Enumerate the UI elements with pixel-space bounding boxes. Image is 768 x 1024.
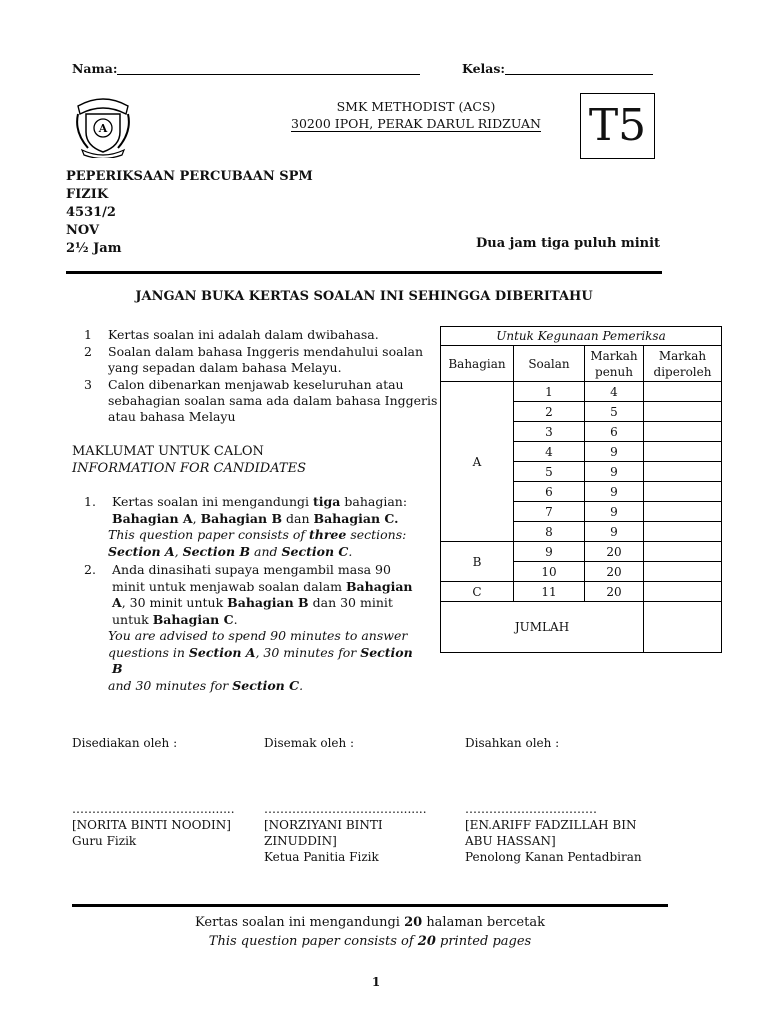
exam-title: PEPERIKSAAN PERCUBAAN SPM: [66, 169, 313, 184]
kelas-field[interactable]: [505, 74, 653, 75]
section-a-cell: A: [441, 382, 514, 542]
col-markah-diperoleh: Markah diperoleh: [644, 346, 722, 382]
footer-page-count-my: Kertas soalan ini mengandungi 20 halaman bercetak: [195, 915, 545, 930]
nama-label: Nama:: [72, 61, 118, 76]
info-item-1: 1. Kertas soalan ini mengandungi tiga bahagian: Bahagian A, Bahagian B dan Bahagian C. This question paper consists of three sections: Section A, Section B and Section C.: [84, 494, 408, 559]
header-divider: [66, 271, 662, 274]
col-bahagian: Bahagian: [441, 346, 514, 382]
table-row: 6 9: [441, 482, 722, 502]
table-row: 7 9: [441, 502, 722, 522]
marks-input[interactable]: [644, 402, 722, 422]
nama-field[interactable]: [117, 74, 420, 75]
school-crest-logo: [72, 92, 134, 158]
marks-input[interactable]: [644, 522, 722, 542]
marks-input[interactable]: [644, 502, 722, 522]
table-row: B 9 20: [441, 542, 722, 562]
marks-input[interactable]: [644, 562, 722, 582]
section-b-cell: B: [441, 542, 514, 582]
signature-disemak: Disemak oleh : ……………………………........ [NORZIYANI BINTI ZINUDDIN] Ketua Panitia Fizik: [264, 736, 427, 864]
signature-disediakan: Disediakan oleh : ……………………………........ [NORITA BINTI NOODIN] Guru Fizik: [72, 736, 235, 848]
col-soalan: Soalan: [514, 346, 585, 382]
col-markah-penuh: Markah penuh: [585, 346, 644, 382]
exam-details: [66, 168, 313, 258]
school-name: SMK METHODIST (ACS): [336, 99, 496, 114]
examiner-marks-table: [440, 326, 722, 653]
school-address: 30200 IPOH, PERAK DARUL RIDZUAN: [291, 116, 541, 131]
table-row: 8 9: [441, 522, 722, 542]
info-heading-my: MAKLUMAT UNTUK CALON: [72, 444, 264, 459]
exam-duration-long: Dua jam tiga puluh minit: [476, 236, 661, 251]
marks-input[interactable]: [644, 422, 722, 442]
marks-input[interactable]: [644, 382, 722, 402]
table-caption: Untuk Kegunaan Pemeriksa: [441, 327, 722, 346]
table-row: 4 9: [441, 442, 722, 462]
kelas-label: Kelas:: [462, 61, 506, 76]
marks-input[interactable]: [644, 462, 722, 482]
table-row: 3 6: [441, 422, 722, 442]
footer-page-count-en: This question paper consists of 20 printed pages: [208, 934, 532, 949]
info-item-2: 2. Anda dinasihati supaya mengambil masa 90 minit untuk menjawab soalan dalam Bahagian A, 30 minit untuk Bahagian B dan 30 minit untuk Bahagian C. You are advised to spend 90 minutes to answer questions in Section A, 30 minutes for Section B and 30 minutes for Section C.: [84, 562, 413, 693]
marks-input[interactable]: [644, 482, 722, 502]
table-row: 2 5: [441, 402, 722, 422]
section-c-cell: C: [441, 582, 514, 602]
footer-divider: [72, 904, 668, 907]
total-label: JUMLAH: [441, 602, 644, 653]
exam-paper-code: 4531/2: [66, 205, 116, 220]
marks-input[interactable]: [644, 542, 722, 562]
table-row: 10 20: [441, 562, 722, 582]
exam-duration-short: 2½ Jam: [66, 241, 122, 256]
svg-text:A: A: [98, 122, 108, 135]
marks-input[interactable]: [644, 442, 722, 462]
info-heading-en: INFORMATION FOR CANDIDATES: [72, 461, 306, 476]
page-number: 1: [371, 975, 381, 989]
instructions-list: 1 Kertas soalan ini adalah dalam dwibahasa. 2 Soalan dalam bahasa Inggeris mendahului soalan yang sepadan dalam bahasa Melayu. 3 Calon dibenarkan menjawab keseluruhan atau sebahagian soalan sama ada dalam bahasa Inggeris atau bahasa Melayu: [84, 327, 438, 424]
table-row: A 1 4: [441, 382, 722, 402]
total-marks-input[interactable]: [644, 602, 722, 653]
paper-code-box: T5: [580, 93, 655, 159]
signature-disahkan: Disahkan oleh : …………………………… [EN.ARIFF FADZILLAH BIN ABU HASSAN] Penolong Kanan Pentadbiran: [465, 736, 642, 864]
exam-subject: FIZIK: [66, 187, 109, 202]
warning-text: JANGAN BUKA KERTAS SOALAN INI SEHINGGA DIBERITAHU: [135, 289, 593, 304]
total-row: [441, 602, 722, 653]
marks-input[interactable]: [644, 582, 722, 602]
table-row: C 11 20: [441, 582, 722, 602]
exam-month: NOV: [66, 223, 100, 238]
table-row: 5 9: [441, 462, 722, 482]
